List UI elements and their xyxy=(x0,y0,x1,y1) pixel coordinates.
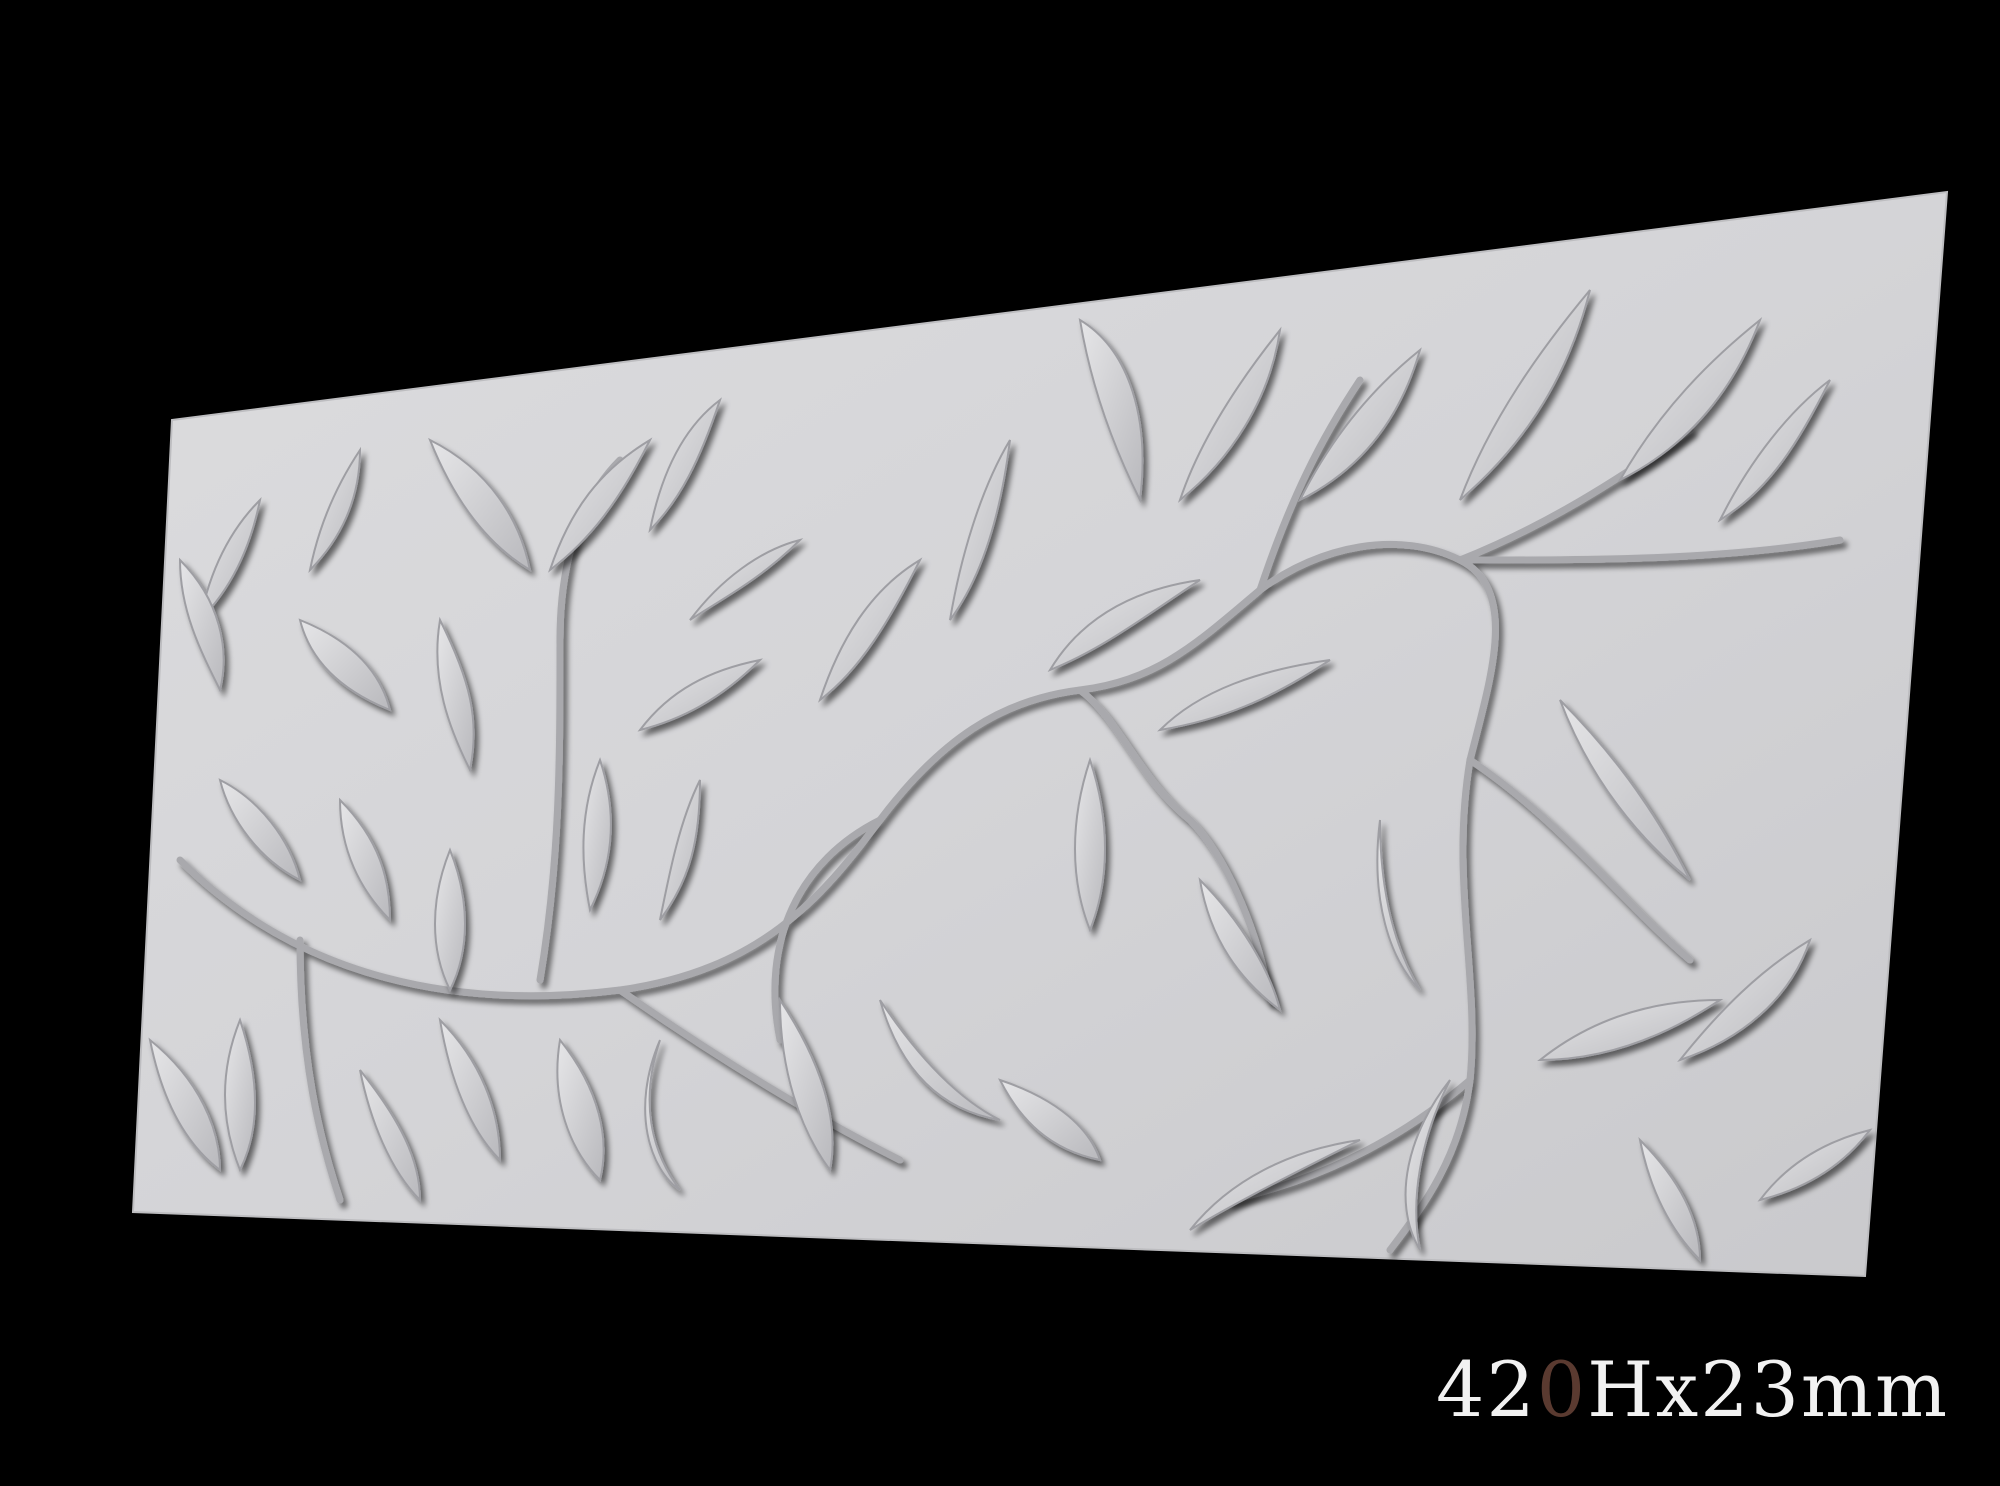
dimension-label-suffix: Hx23mm xyxy=(1587,1345,1950,1434)
dimension-label-prefix: 42 xyxy=(1436,1345,1537,1434)
dimension-label-accent: 0 xyxy=(1536,1345,1588,1434)
dimension-label xyxy=(1436,1345,1950,1434)
